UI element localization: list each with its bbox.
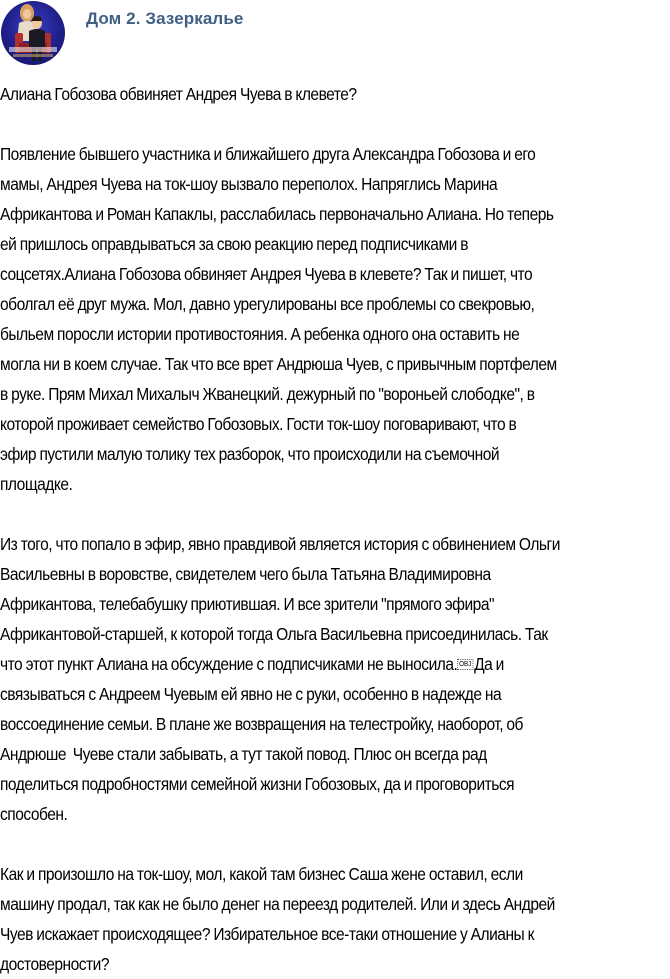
post-body <box>0 79 668 979</box>
text-line: Как и произошло на ток-шоу, мол, какой там бизнес Саша жене оставил, если <box>0 864 523 884</box>
text-line: способен. <box>0 804 68 824</box>
text-segment: что этот пункт Алиана на обсуждение с подписчиками не выносила. <box>0 654 458 674</box>
text-line: связываться с Андреем Чуевым ей явно не с руки, особенно в надежде на <box>0 684 502 704</box>
text-line: Африкантова и Роман Капаклы, расслабилась первоначально Алиана. Но теперь <box>0 204 554 224</box>
text-line: воссоединение семьи. В плане же возвращения на телестройку, наоборот, об <box>0 714 523 734</box>
channel-avatar-icon <box>1 1 65 65</box>
text-line: площадке. <box>0 474 73 494</box>
text-line: в руке. Прям Михал Михалыч Жванецкий. дежурный по "вороньей слободке", в <box>0 384 535 404</box>
text-line: оболгал её друг мужа. Мол, давно урегулированы все проблемы со свекровью, <box>0 294 535 314</box>
text-line: быльем поросли истории противостояния. А ребенка одного она оставить не <box>0 324 520 344</box>
channel-name-link[interactable]: Дом 2. Зазеркалье <box>86 9 244 28</box>
text-line: Африкантовой-старшей, к которой тогда Ольга Васильевна присоединилась. Так <box>0 624 548 644</box>
text-line: машину продал, так как не было денег на переезд родителей. Или и здесь Андрей <box>0 894 555 914</box>
text-line: Чуев искажает происходящее? Избирательное все-таки отношение у Алианы к <box>0 924 534 944</box>
text-line: достоверности? <box>0 954 110 974</box>
text-line: ей пришлось оправдываться за свою реакцию перед подписчиками в <box>0 234 468 254</box>
text-line: Появление бывшего участника и ближайшего друга Александра Гобозова и его <box>0 144 536 164</box>
text-line: Из того, что попало в эфир, явно правдивой является история с обвинением Ольги <box>0 534 560 554</box>
text-line: Васильевны в воровстве, свидетелем чего была Татьяна Владимировна <box>0 564 491 584</box>
text-segment: Да и <box>474 654 504 674</box>
text-line: Андрюше Чуеве стали забывать, а тут такой повод. Плюс он всегда рад <box>0 744 487 764</box>
text-line: мамы, Андрея Чуева на ток-шоу вызвало переполох. Напряглись Марина <box>0 174 498 194</box>
text-line: эфир пустили малую толику тех разборок, что происходили на съемочной <box>0 444 500 464</box>
text-line: могла ни в коем случае. Так что все врет Андрюша Чуев, с привычным портфелем <box>0 354 557 374</box>
text-line: Африкантова, телебабушку приютившая. И все зрители "прямого эфира" <box>0 594 495 614</box>
paragraph-gap <box>0 109 668 139</box>
text-line: соцсетях.Алиана Гобозова обвиняет Андрея Чуева в клевете? Так и пишет, что <box>0 264 533 284</box>
text-line: которой проживает семейство Гобозовых. Гости ток-шоу поговаривают, что в <box>0 414 517 434</box>
channel-header <box>0 0 670 70</box>
paragraph-gap <box>0 829 668 859</box>
text-line-with-object <box>0 649 601 679</box>
object-replacement-icon: OBJ <box>459 661 472 668</box>
channel-avatar[interactable] <box>1 1 65 65</box>
paragraph-gap <box>0 499 668 529</box>
post-title: Алиана Гобозова обвиняет Андрея Чуева в клевете? <box>0 84 357 104</box>
text-line: поделиться подробностями семейной жизни Гобозовых, да и проговориться <box>0 774 515 794</box>
